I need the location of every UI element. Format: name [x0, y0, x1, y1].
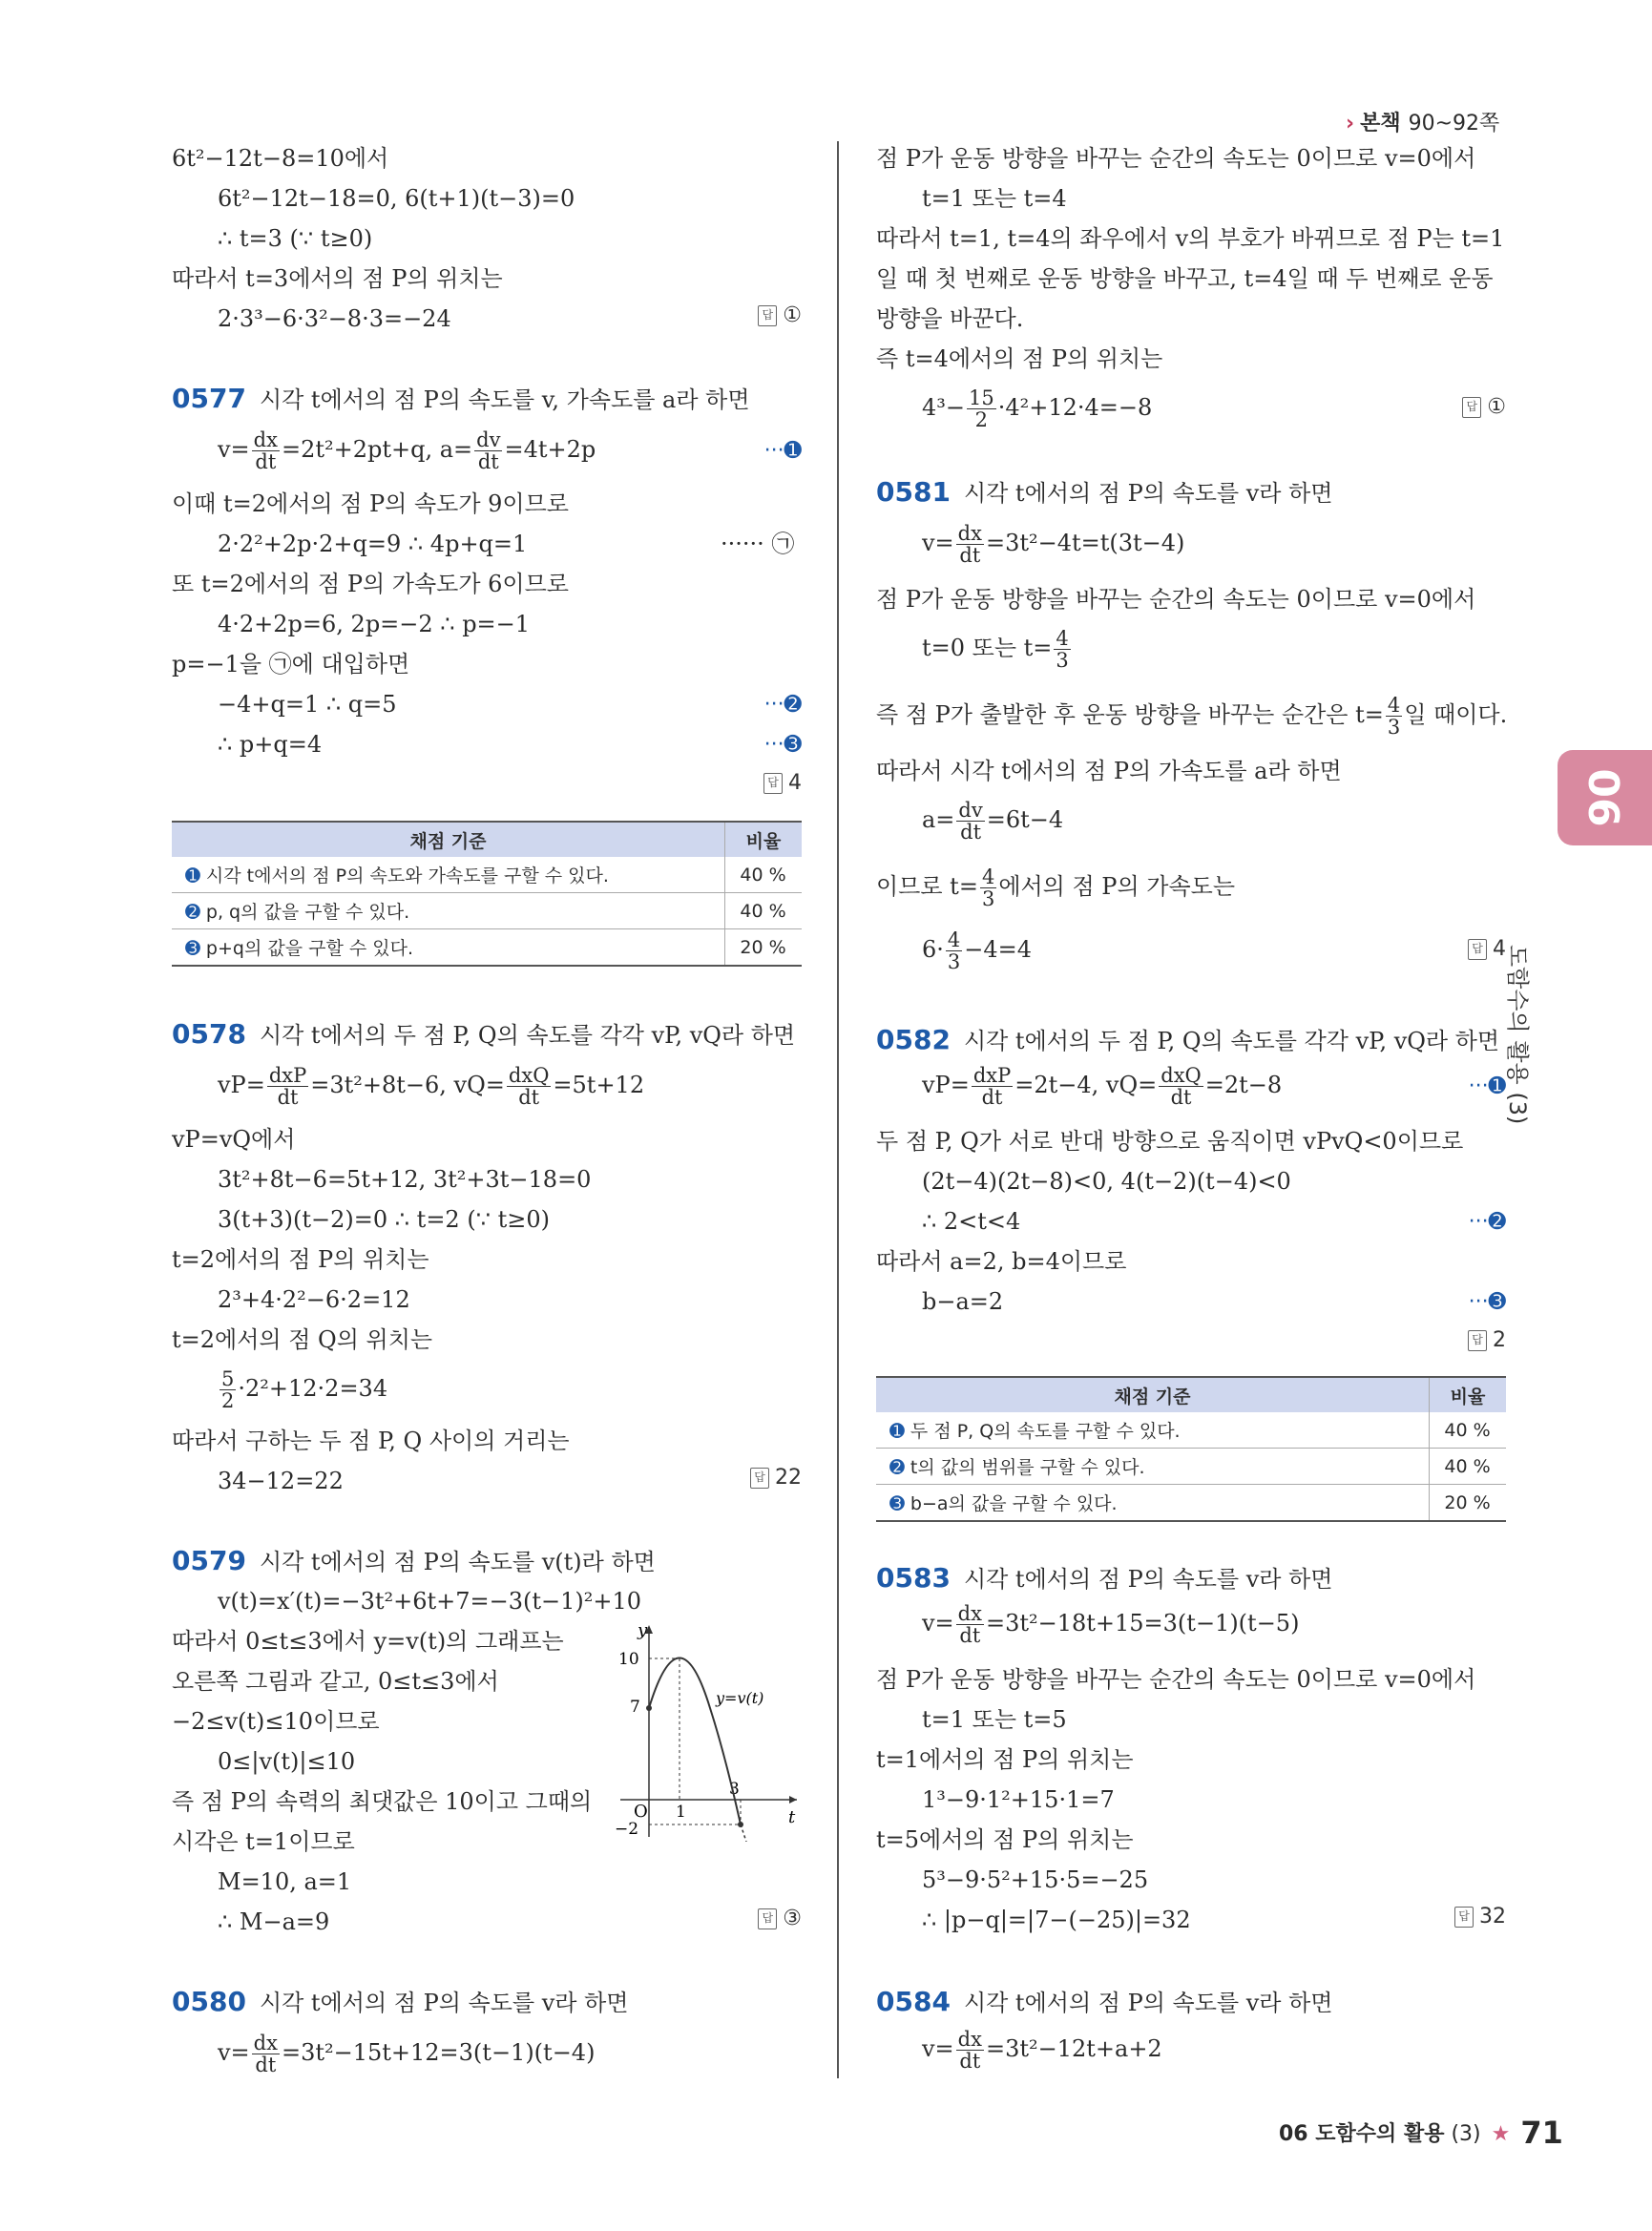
page-number: 71	[1520, 2115, 1563, 2151]
solution-line: 2³+4·2²−6·2=12	[218, 1286, 410, 1313]
solution-line: 일 때 첫 번째로 운동 방향을 바꾸고, t=4일 때 두 번째로 운동	[876, 265, 1494, 292]
problem-header: 0580 시각 t에서의 점 P의 속도를 v라 하면	[172, 1986, 629, 2017]
answer-badge: 답 32	[1454, 1905, 1506, 1929]
table-row: ➋ p, q의 값을 구할 수 있다. 40 %	[172, 893, 802, 929]
star-icon: ★	[1491, 2122, 1511, 2146]
problem-header: 0578 시각 t에서의 두 점 P, Q의 속도를 각각 vP, vQ라 하면	[172, 1018, 796, 1050]
solution-line: 따라서 0≤t≤3에서 y=v(t)의 그래프는	[172, 1628, 564, 1655]
fraction: $\frac{5}{2}$	[221, 1367, 235, 1412]
solution-line: 6t²−12t−18=0, 6(t+1)(t−3)=0	[218, 185, 575, 212]
problem-header: 0582 시각 t에서의 두 점 P, Q의 속도를 각각 vP, vQ라 하면	[876, 1024, 1500, 1055]
formula-line: v= $\frac{dx}{dt}$ =3t²−18t+15=3(t−1)(t−5)	[922, 1602, 1300, 1647]
answer-badge: 답 ③	[758, 1907, 802, 1930]
problem-header: 0581 시각 t에서의 점 P의 속도를 v라 하면	[876, 476, 1333, 508]
solution-line: t=2에서의 점 P의 위치는	[172, 1246, 429, 1273]
tick-label: 1	[676, 1803, 686, 1822]
solution-line: v(t)=x′(t)=−3t²+6t+7=−3(t−1)²+10	[218, 1588, 642, 1615]
answer-badge: 답 2	[1468, 1328, 1506, 1352]
fraction: $\frac{4}{3}$	[981, 865, 995, 910]
answer-icon: 답	[1468, 1330, 1487, 1351]
point	[646, 1705, 652, 1711]
solution-line: 시각은 t=1이므로	[172, 1828, 355, 1855]
answer-icon: 답	[750, 1468, 769, 1489]
fraction: $\frac{dx}{dt}$	[957, 2028, 982, 2073]
problem-header: 0579 시각 t에서의 점 P의 속도를 v(t)라 하면	[172, 1545, 656, 1576]
answer-icon: 답	[1468, 939, 1487, 960]
solution-line: 6t²−12t−8=10에서	[172, 145, 389, 172]
formula-line: 이므로 t= $\frac{4}{3}$ 에서의 점 P의 가속도는	[876, 865, 1236, 910]
fraction: $\frac{\text{dxQ}}{dt}$	[1161, 1064, 1202, 1109]
formula-line: v= $\frac{dx}{dt}$ =2t²+2pt+q, a= $\frac{dv}{dt}$ =4t+2p	[218, 428, 596, 473]
formula-line: a= $\frac{dv}{dt}$ =6t−4	[922, 799, 1064, 844]
answer-badge: 답 4	[1468, 937, 1506, 961]
table-row: ➌ p+q의 값을 구할 수 있다. 20 %	[172, 929, 802, 967]
answer-icon: 답	[758, 1908, 777, 1929]
solution-line: b−a=2	[922, 1288, 1004, 1315]
solution-line: 2·2²+2p·2+q=9 ∴ 4p+q=1	[218, 531, 528, 557]
answer-icon: 답	[1462, 397, 1481, 418]
formula-line: vP= $\frac{\text{dxP}}{dt}$ =2t−4, vQ= $\frac{\text{dxQ}}{dt}$ =2t−8	[922, 1064, 1283, 1109]
step-marker: ···➊	[1468, 1074, 1506, 1098]
solution-line: 방향을 바꾼다.	[876, 305, 1024, 332]
solution-line: 3(t+3)(t−2)=0 ∴ t=2 (∵ t≥0)	[218, 1206, 550, 1233]
page-footer: 06 도함수의 활용 (3) ★ 71	[1279, 2115, 1563, 2151]
formula-line: v= $\frac{dx}{dt}$ =3t²−12t+a+2	[922, 2028, 1162, 2073]
book-reference: › 본책 90~92쪽	[1346, 112, 1500, 136]
solution-line: 즉 t=4에서의 점 P의 위치는	[876, 345, 1163, 372]
curve-label: y=v(t)	[716, 1689, 764, 1707]
solution-line: (2t−4)(2t−8)<0, 4(t−2)(t−4)<0	[922, 1168, 1291, 1195]
step-marker: ···➌	[763, 733, 802, 757]
solution-line: 즉 점 P의 속력의 최댓값은 10이고 그때의	[172, 1788, 593, 1815]
tick-label: 7	[630, 1698, 640, 1717]
problem-number: 0577	[172, 383, 246, 414]
fraction: $\frac{4}{3}$	[1056, 627, 1069, 672]
solution-line: 따라서 t=3에서의 점 P의 위치는	[172, 265, 503, 292]
column-divider	[837, 141, 839, 2078]
solution-line: −2≤v(t)≤10이므로	[172, 1708, 380, 1735]
answer-icon: 답	[1454, 1907, 1474, 1928]
solution-line: t=2에서의 점 Q의 위치는	[172, 1326, 433, 1353]
problem-number: 0580	[172, 1986, 246, 2017]
solution-line: ∴ p+q=4	[218, 731, 323, 758]
step-marker: ···➋	[763, 693, 802, 717]
fraction: $\frac{\text{dxQ}}{dt}$	[508, 1064, 550, 1109]
velocity-graph	[611, 1622, 802, 1842]
grading-table: 채점 기준 비율 ➊ 시각 t에서의 점 P의 속도와 가속도를 구할 수 있다. 40 % ➋ p, q의 값을 구할 수 있다. 40 % ➌ p+q의 값을 구할 수 있다. 20 %	[172, 821, 802, 967]
answer-badge: 답 ①	[758, 303, 802, 327]
solution-line: ∴ 2<t<4	[922, 1208, 1021, 1235]
solution-line: t=1 또는 t=5	[922, 1706, 1067, 1733]
formula-line: t=0 또는 t= $\frac{4}{3}$	[922, 627, 1069, 672]
fraction: $\frac{dx}{dt}$	[253, 428, 278, 473]
solution-line: 점 P가 운동 방향을 바꾸는 순간의 속도는 0이므로 v=0에서	[876, 145, 1476, 172]
solution-line: ∴ t=3 (∵ t≥0)	[218, 225, 373, 252]
fraction: $\frac{4}{3}$	[947, 928, 961, 973]
solution-line: 4·2+2p=6, 2p=−2 ∴ p=−1	[218, 611, 531, 637]
solution-line: t=1 또는 t=4	[922, 185, 1067, 212]
formula-line: v= $\frac{dx}{dt}$ =3t²−15t+12=3(t−1)(t−4)	[218, 2032, 596, 2076]
solution-line: 이때 t=2에서의 점 P의 속도가 9이므로	[172, 490, 569, 517]
equation-tag: ······ ㉠	[721, 531, 795, 557]
fraction: $\frac{15}{2}$	[969, 386, 994, 431]
point	[738, 1822, 743, 1827]
step-marker: ···➋	[1468, 1210, 1506, 1234]
solution-line: M=10, a=1	[218, 1868, 352, 1895]
table-row: ➌ b−a의 값을 구할 수 있다. 20 %	[876, 1485, 1506, 1522]
table-row: ➊ 두 점 P, Q의 속도를 구할 수 있다. 40 %	[876, 1412, 1506, 1449]
grading-table: 채점 기준 비율 ➊ 두 점 P, Q의 속도를 구할 수 있다. 40 % ➋ t의 값의 범위를 구할 수 있다. 40 % ➌ b−a의 값을 구할 수 있다. 20 %	[876, 1376, 1506, 1522]
solution-line: 34−12=22	[218, 1468, 344, 1494]
fraction: $\frac{dx}{dt}$	[957, 1602, 982, 1647]
solution-line: 점 P가 운동 방향을 바꾸는 순간의 속도는 0이므로 v=0에서	[876, 1666, 1476, 1693]
problem-header: 0583 시각 t에서의 점 P의 속도를 v라 하면	[876, 1562, 1333, 1594]
solution-line: 2·3³−6·3²−8·3=−24	[218, 305, 451, 332]
solution-line: t=5에서의 점 P의 위치는	[876, 1826, 1134, 1853]
solution-line: 오른쪽 그림과 같고, 0≤t≤3에서	[172, 1668, 499, 1695]
fraction: $\frac{dx}{dt}$	[957, 522, 982, 567]
formula-line: $\frac{5}{2}$ ·2²+12·2=34	[221, 1367, 388, 1412]
table-row: ➊ 시각 t에서의 점 P의 속도와 가속도를 구할 수 있다. 40 %	[172, 857, 802, 893]
table-row: ➋ t의 값의 범위를 구할 수 있다. 40 %	[876, 1449, 1506, 1485]
formula-line: 4³− $\frac{15}{2}$ ·4²+12·4=−8	[922, 386, 1153, 431]
chapter-number: 06	[1579, 768, 1628, 827]
formula-line: 즉 점 P가 출발한 후 운동 방향을 바꾸는 순간은 t= $\frac{4}{3}$ 일 때이다.	[876, 694, 1508, 739]
chapter-title: 도함수의 활용 (3)	[1504, 945, 1531, 1125]
solution-line: vP=vQ에서	[172, 1126, 296, 1153]
solution-line: 따라서 a=2, b=4이므로	[876, 1248, 1127, 1275]
solution-line: 1³−9·1²+15·1=7	[922, 1786, 1115, 1813]
fraction: $\frac{dv}{dt}$	[958, 799, 983, 844]
problem-number: 0583	[876, 1562, 951, 1594]
solution-line: 따라서 t=1, t=4의 좌우에서 v의 부호가 바뀌므로 점 P는 t=1	[876, 225, 1505, 252]
step-marker: ···➌	[1468, 1290, 1506, 1314]
answer-badge: 답 22	[750, 1466, 802, 1490]
solution-line: 0≤|v(t)|≤10	[218, 1748, 356, 1775]
fraction: $\frac{\text{dxP}}{dt}$	[268, 1064, 307, 1109]
fraction: $\frac{dx}{dt}$	[253, 2032, 278, 2076]
answer-badge: 답 4	[763, 771, 802, 795]
solution-line: 또 t=2에서의 점 P의 가속도가 6이므로	[172, 571, 569, 597]
answer-badge: 답 ①	[1462, 395, 1506, 419]
solution-line: ∴ |p−q|=|7−(−25)|=32	[922, 1907, 1191, 1933]
fraction: $\frac{dv}{dt}$	[476, 428, 501, 473]
tick-label: 10	[618, 1650, 639, 1669]
t-axis-label: t	[788, 1807, 796, 1827]
problem-number: 0579	[172, 1545, 246, 1576]
formula-line: 6· $\frac{4}{3}$ −4=4	[922, 928, 1033, 973]
solution-line: 점 P가 운동 방향을 바꾸는 순간의 속도는 0이므로 v=0에서	[876, 586, 1476, 613]
solution-line: 5³−9·5²+15·5=−25	[922, 1866, 1149, 1893]
tick-label: −2	[615, 1820, 639, 1839]
fraction: $\frac{4}{3}$	[1387, 694, 1401, 739]
solution-line: t=1에서의 점 P의 위치는	[876, 1746, 1134, 1773]
answer-icon: 답	[763, 773, 783, 794]
formula-line: vP= $\frac{\text{dxP}}{dt}$ =3t²+8t−6, vQ= $\frac{\text{dxQ}}{dt}$ =5t+12	[218, 1064, 645, 1109]
solution-line: 따라서 시각 t에서의 점 P의 가속도를 a라 하면	[876, 758, 1342, 784]
problem-header: 0577 시각 t에서의 점 P의 속도를 v, 가속도를 a라 하면	[172, 383, 750, 414]
solution-line: 두 점 P, Q가 서로 반대 방향으로 움직이면 vPvQ<0이므로	[876, 1128, 1464, 1155]
formula-line: v= $\frac{dx}{dt}$ =3t²−4t=t(3t−4)	[922, 522, 1185, 567]
solution-line: ∴ M−a=9	[218, 1908, 330, 1935]
chevron-right-icon: ›	[1346, 112, 1355, 136]
solution-line: −4+q=1 ∴ q=5	[218, 691, 397, 718]
solution-line: 3t²+8t−6=5t+12, 3t²+3t−18=0	[218, 1166, 592, 1193]
tick-label: 3	[729, 1780, 740, 1799]
origin-label: O	[634, 1802, 648, 1822]
problem-number: 0584	[876, 1986, 951, 2017]
problem-number: 0581	[876, 476, 951, 508]
problem-number: 0578	[172, 1018, 246, 1050]
t-axis-arrow	[789, 1796, 797, 1804]
solution-line: p=−1을 ㉠에 대입하면	[172, 651, 410, 678]
solution-line: 따라서 구하는 두 점 P, Q 사이의 거리는	[172, 1428, 570, 1454]
problem-number: 0582	[876, 1024, 951, 1055]
fraction: $\frac{\text{dxP}}{dt}$	[972, 1064, 1012, 1109]
answer-icon: 답	[758, 305, 777, 326]
problem-header: 0584 시각 t에서의 점 P의 속도를 v라 하면	[876, 1986, 1333, 2017]
step-marker: ···➊	[763, 439, 802, 463]
y-axis-label: y	[638, 1622, 648, 1640]
